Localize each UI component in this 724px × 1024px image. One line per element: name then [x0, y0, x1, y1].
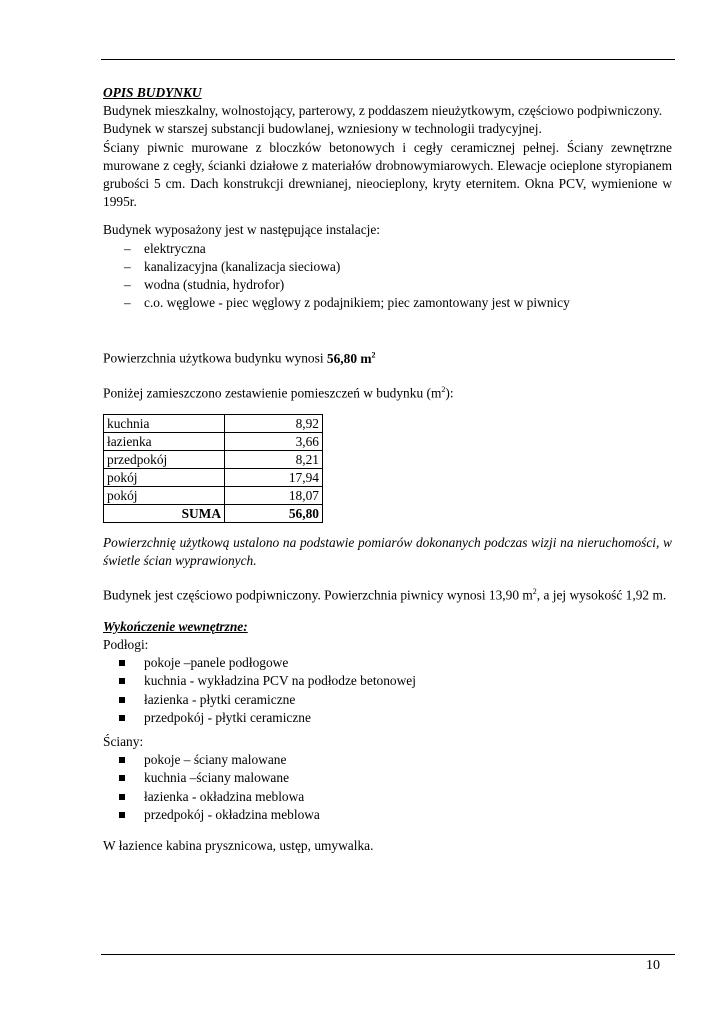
table-row — [104, 486, 323, 504]
room-name: pokój — [104, 468, 225, 486]
building-technology: Budynek w starszej substancji budowlanej, wzniesiony w technologii tradycyjnej. — [103, 121, 542, 137]
table-row — [104, 468, 323, 486]
rooms-table — [103, 414, 323, 523]
building-description: Budynek mieszkalny, wolnostojący, parterowy, z poddaszem nieużytkowym, częściowo podpiwniczony. — [103, 103, 663, 119]
page-content — [103, 84, 672, 855]
wall-item: łazienka - okładzina meblowa — [103, 788, 672, 806]
floor-item: łazienka - płytki ceramiczne — [103, 691, 672, 709]
table-row — [104, 432, 323, 450]
room-area: 3,66 — [225, 432, 323, 450]
footer-rule — [101, 954, 675, 955]
basement-info: Budynek jest częściowo podpiwniczony. Powierzchnia piwnicy wynosi 13,90 $m^2$, a jej wysokość 1,92 m. — [103, 587, 667, 603]
installation-item: – wodna (studnia, hydrofor) — [103, 276, 672, 294]
walls-list — [103, 751, 672, 824]
room-area: 17,94 — [225, 468, 323, 486]
wall-item: pokoje – ściany malowane — [103, 751, 672, 769]
table-row — [104, 450, 323, 468]
wall-item: kuchnia –ściany malowane — [103, 769, 672, 787]
room-name: kuchnia — [104, 414, 225, 432]
installation-item: – elektryczna — [103, 240, 672, 258]
floors-list — [103, 654, 672, 727]
installations-intro: Budynek wyposażony jest w następujące instalacje: — [103, 222, 381, 238]
finishing-title: Wykończenie wewnętrzne: — [103, 618, 248, 634]
installation-item: – c.o. węglowe - piec węglowy z podajnikiem; piec zamontowany jest w piwnicy — [103, 294, 672, 312]
table-sum-row — [104, 504, 323, 522]
sum-value: 56,80 — [225, 504, 323, 522]
wall-item: przedpokój - okładzina meblowa — [103, 806, 672, 824]
floor-item: przedpokój - płytki ceramiczne — [103, 709, 672, 727]
usable-area: Powierzchnia użytkowa budynku wynosi 56,80 $m^2$ — [103, 350, 376, 366]
installations-list — [103, 240, 672, 313]
floor-item: kuchnia - wykładzina PCV na podłodze betonowej — [103, 672, 672, 690]
floor-item: pokoje –panele podłogowe — [103, 654, 672, 672]
area-note: Powierzchnię użytkową ustalono na podstawie pomiarów dokonanych podczas wizji na nieruchomości, w świetle ścian wyprawionych. — [103, 534, 672, 568]
building-construction: Ściany piwnic murowane z bloczków betonowych i cegły ceramicznej pełnej. Ściany zewnętrzne murowane z cegły, ścianki działowe z materiałów drobnowymiarowych. Elewacje ocieplone styropianem grubości 5 cm. Dach konstrukcji drewnianej, nieocieplony, kryty eternitem. Okna PCV, wymienione w 1995r. — [103, 139, 672, 210]
usable-area-value: 56,80 $m^2$ — [326, 350, 376, 366]
bathroom-note: W łazience kabina prysznicowa, ustęp, umywalka. — [103, 838, 374, 854]
section-title: OPIS BUDYNKU — [103, 85, 202, 100]
walls-label: Ściany: — [103, 734, 144, 750]
sum-label: SUMA — [104, 504, 225, 522]
header-rule — [101, 59, 675, 60]
installation-item: – kanalizacyjna (kanalizacja sieciowa) — [103, 258, 672, 276]
room-name: łazienka — [104, 432, 225, 450]
room-area: 8,92 — [225, 414, 323, 432]
page-number: 10 — [646, 958, 660, 973]
room-area: 8,21 — [225, 450, 323, 468]
floors-label: Podłogi: — [103, 637, 149, 653]
rooms-intro: Poniżej zamieszczono zestawienie pomieszczeń w budynku $(m^2)$: — [103, 385, 454, 401]
room-name: przedpokój — [104, 450, 225, 468]
room-area: 18,07 — [225, 486, 323, 504]
room-name: pokój — [104, 486, 225, 504]
table-row — [104, 414, 323, 432]
